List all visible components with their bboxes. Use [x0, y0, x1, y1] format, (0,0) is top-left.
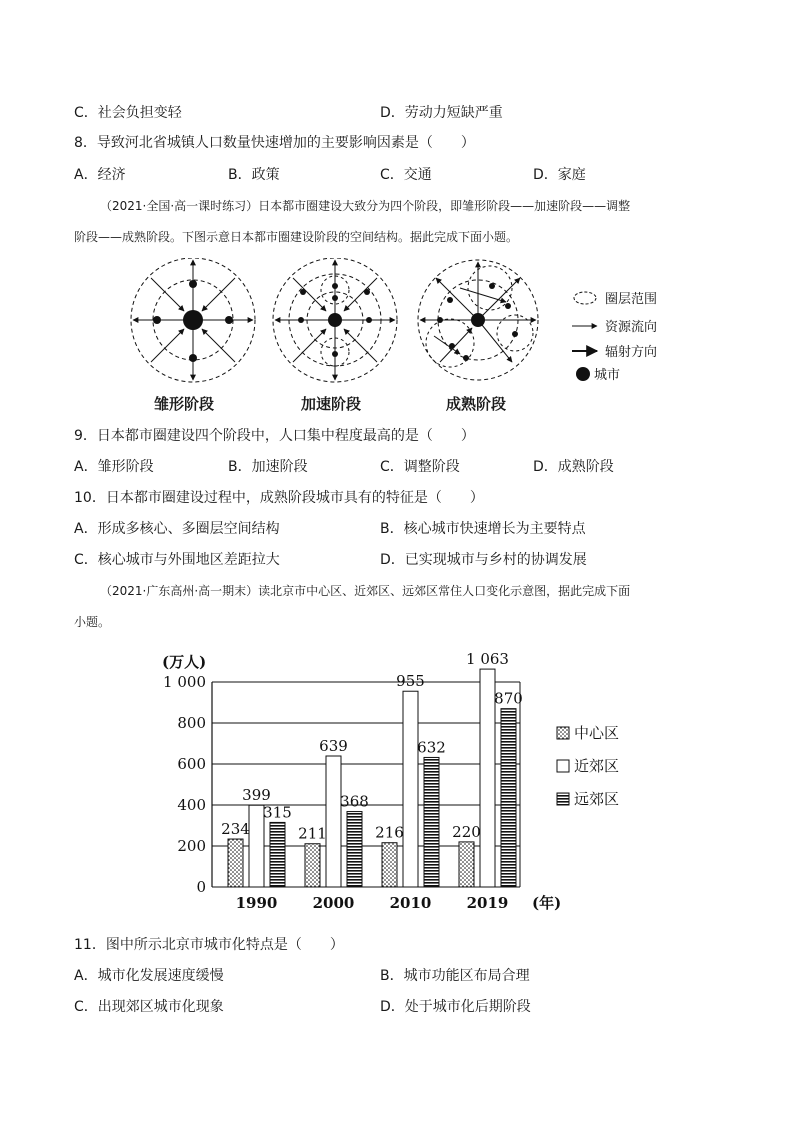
- x-tick-label: 2019: [466, 894, 509, 912]
- data-label: 220: [452, 822, 481, 841]
- bar-近郊区-2000: [326, 756, 341, 887]
- stage1-label: 雏形阶段: [154, 395, 215, 413]
- data-label: 1 063: [466, 650, 509, 669]
- q11-option-b: B．城市功能区布局合理: [380, 968, 530, 984]
- q9-option-d: D．成熟阶段: [533, 459, 614, 475]
- data-label: 315: [263, 803, 292, 822]
- data-label: 639: [319, 737, 348, 756]
- data-label: 870: [494, 689, 523, 708]
- legend-label: 远郊区: [574, 790, 620, 808]
- y-axis-label: (万人): [162, 653, 207, 671]
- legend-label: 近郊区: [574, 757, 620, 775]
- q10-option-c: C．核心城市与外围地区差距拉大: [74, 552, 280, 568]
- y-tick-label: 400: [177, 796, 206, 814]
- stage3-label: 成熟阶段: [446, 395, 507, 413]
- population-bar-chart: [150, 645, 650, 915]
- legend-label: 中心区: [574, 724, 620, 742]
- bar-近郊区-1990: [249, 805, 264, 887]
- x-axis-label: (年): [532, 894, 562, 912]
- y-tick-label: 0: [196, 878, 206, 896]
- data-label: 632: [417, 738, 446, 757]
- bar-近郊区-2010: [403, 691, 418, 887]
- legend-city-icon: [576, 367, 590, 381]
- data-label: 368: [340, 792, 369, 811]
- q11-stem: 11．图中所示北京市城市化特点是（ ）: [74, 937, 344, 953]
- stage2-figure: [273, 258, 397, 382]
- x-tick-label: 2010: [389, 894, 432, 912]
- legend-range-icon: [574, 292, 596, 304]
- data-label: 955: [396, 672, 425, 691]
- x-tick-label: 1990: [235, 894, 278, 912]
- legend-range: 圈层范围: [605, 292, 658, 307]
- data-label: 399: [242, 786, 271, 805]
- q11-option-a: A．城市化发展速度缓慢: [74, 968, 224, 984]
- y-tick-label: 200: [177, 837, 206, 855]
- intro1-line1: （2021·全国·高一课时练习）日本都市圈建设大致分为四个阶段，即雏形阶段——加速阶段——调整: [100, 199, 631, 213]
- stage1-figure: [131, 258, 255, 382]
- q8-stem: 8．导致河北省城镇人口数量快速增加的主要影响因素是（ ）: [74, 135, 475, 151]
- legend-radiate: 辐射方向: [605, 345, 658, 360]
- q10-option-a: A．形成多核心、多圈层空间结构: [74, 521, 280, 537]
- q8-option-d: D．家庭: [533, 167, 586, 183]
- bar-中心区-2019: [459, 842, 474, 887]
- stage2-label: 加速阶段: [301, 395, 362, 413]
- legend-swatch: [557, 793, 569, 805]
- stage3-figure: [418, 260, 538, 380]
- data-label: 211: [298, 824, 327, 843]
- q11-option-c: C．出现郊区城市化现象: [74, 999, 224, 1015]
- q8-option-c: C．交通: [380, 167, 432, 183]
- q9-option-b: B．加速阶段: [228, 459, 308, 475]
- bar-远郊区-2000: [347, 812, 362, 887]
- data-label: 234: [221, 820, 250, 839]
- bar-中心区-2000: [305, 844, 320, 887]
- legend-city: 城市: [594, 368, 621, 383]
- bar-中心区-2010: [382, 843, 397, 887]
- intro2-line2: 小题。: [74, 615, 111, 629]
- bar-远郊区-1990: [270, 822, 285, 887]
- diagram-legend: [572, 292, 657, 383]
- bar-远郊区-2019: [501, 709, 516, 887]
- q7-option-d: D．劳动力短缺严重: [380, 105, 503, 121]
- q11-option-d: D．处于城市化后期阶段: [380, 999, 531, 1015]
- y-tick-label: 600: [177, 755, 206, 773]
- intro2-line1: （2021·广东高州·高一期末）读北京市中心区、近郊区、远郊区常住人口变化示意图，据此完成下面: [100, 584, 631, 598]
- legend-swatch: [557, 760, 569, 772]
- legend-resource: 资源流向: [605, 320, 658, 335]
- q9-option-c: C．调整阶段: [380, 459, 460, 475]
- q8-option-a: A．经济: [74, 167, 126, 183]
- q10-option-b: B．核心城市快速增长为主要特点: [380, 521, 586, 537]
- q7-option-c: C．社会负担变轻: [74, 105, 182, 121]
- q10-stem: 10．日本都市圈建设过程中，成熟阶段城市具有的特征是（ ）: [74, 490, 484, 506]
- y-tick-label: 800: [177, 714, 206, 732]
- q8-option-b: B．政策: [228, 167, 280, 183]
- q9-option-a: A．雏形阶段: [74, 459, 154, 475]
- bar-中心区-1990: [228, 839, 243, 887]
- q9-stem: 9．日本都市圈建设四个阶段中，人口集中程度最高的是（ ）: [74, 428, 475, 444]
- legend-swatch: [557, 727, 569, 739]
- data-label: 216: [375, 823, 404, 842]
- bar-近郊区-2019: [480, 669, 495, 887]
- q10-option-d: D．已实现城市与乡村的协调发展: [380, 552, 587, 568]
- intro1-line2: 阶段——成熟阶段。下图示意日本都市圈建设阶段的空间结构。据此完成下面小题。: [74, 230, 519, 244]
- bar-远郊区-2010: [424, 757, 439, 887]
- y-tick-label: 1 000: [163, 673, 206, 691]
- x-tick-label: 2000: [312, 894, 355, 912]
